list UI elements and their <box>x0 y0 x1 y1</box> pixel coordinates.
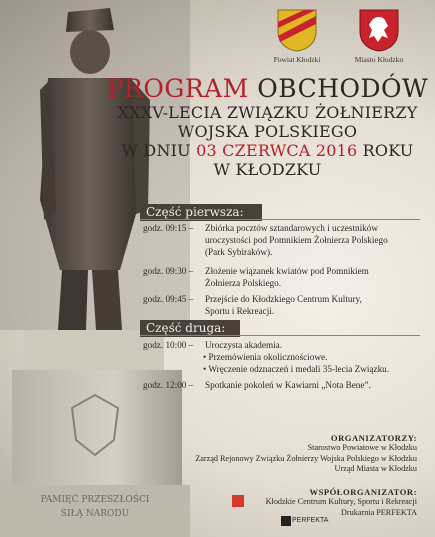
part1-item-3-line-2: Sportu i Rekreacji. <box>205 306 275 316</box>
part1-item-1-line-3: (Park Sybiraków). <box>205 247 273 257</box>
perfekta-logo-icon <box>281 516 291 526</box>
part1-item-2 <box>143 265 435 291</box>
part1-divider <box>140 219 420 220</box>
part2-heading: Część druga: <box>140 320 240 337</box>
coorganizer-1: Kłodzkie Centrum Kultury, Sportu i Rekreacji <box>265 497 417 506</box>
title-program: PROGRAM <box>106 74 249 103</box>
perfekta-logo-text: PERFEKTA <box>292 517 329 524</box>
organizer-2: Zarząd Rejonowy Związku Żołnierzy Wojska Polskiego w Kłodzku <box>195 453 417 463</box>
part1-item-2-time: godz. 09:30 – <box>143 266 194 276</box>
part1-item-1 <box>143 222 435 262</box>
powiat-shield-icon <box>276 8 318 52</box>
title-line-4 <box>100 141 435 160</box>
title-date-prefix: W DNIU <box>121 141 197 160</box>
coorganizer-block <box>266 487 417 518</box>
title-line-5: W KŁODZKU <box>213 160 322 179</box>
part2-item-1 <box>143 339 435 351</box>
part1-item-2-line-2: Żołnierza Polskiego. <box>205 278 282 288</box>
part2-item-1-time: godz. 10:00 – <box>143 340 194 350</box>
part1-item-2-line-1: Złożenie wiązanek kwiatów pod Pomnikiem <box>205 266 369 276</box>
monument-inscription-1: PAMIĘĆ PRZESZŁOŚCI <box>40 495 150 505</box>
coorganizer-heading: WSPÓŁORGANIZATOR: <box>309 487 417 497</box>
part2-bullet-1: • Przemówienia okolicznościowe. <box>203 352 328 362</box>
miasto-klodzko-crest <box>344 8 414 64</box>
powiat-label: Powiat Kłodzki <box>273 55 321 64</box>
monument-inscription-2: SIŁĄ NARODU <box>60 509 130 519</box>
coorganizer-2: Drukarnia PERFEKTA <box>341 507 417 517</box>
part2-item-2-time: godz. 12:00 – <box>143 380 194 390</box>
part1-item-3 <box>143 293 435 319</box>
part2-bullet-2: • Wręczenie odznaczeń i medali 35-lecia Związku. <box>203 364 390 374</box>
part2-divider <box>140 335 420 336</box>
part2-item-2 <box>143 379 435 391</box>
lion-shield-icon <box>358 8 400 52</box>
part1-item-3-line-1: Przejście do Kłodzkiego Centrum Kultury, <box>205 294 362 304</box>
organizers-heading: ORGANIZATORZY: <box>330 433 417 443</box>
kcksir-logo-icon <box>232 495 244 507</box>
title-line-3: WOJSKA POLSKIEGO <box>177 122 358 141</box>
organizers-block <box>195 433 417 475</box>
part2-item-1-text: Uroczysta akademia. <box>205 340 283 350</box>
part1-item-1-time: godz. 09:15 – <box>143 223 194 233</box>
part1-item-3-time: godz. 09:45 – <box>143 294 194 304</box>
title-line-1 <box>100 75 435 103</box>
part1-item-1-line-2: uroczystości pod Pomnikiem Żołnierza Polskiego <box>205 235 388 245</box>
miasto-label: Miasto Kłodzko <box>354 55 404 64</box>
title-line-2: XXXV-LECIA ZWIĄZKU ŻOŁNIERZY <box>117 103 418 122</box>
title-date: 03 CZERWCA 2016 <box>196 141 358 160</box>
organizer-1: Starostwo Powiatowe w Kłodzku <box>307 443 417 452</box>
part1-heading: Część pierwsza: <box>140 204 262 221</box>
part1-item-1-line-1: Zbiórka pocztów sztandarowych i uczestników <box>205 223 378 233</box>
organizer-3: Urząd Miasta w Kłodzku <box>334 464 417 473</box>
powiat-klodzki-crest <box>262 8 332 64</box>
part2-item-2-text: Spotkanie pokoleń w Kawiarni „Nota Bene”. <box>205 380 371 390</box>
title-date-suffix: ROKU <box>357 141 414 160</box>
title-obchodow: OBCHODÓW <box>248 74 429 103</box>
event-title <box>100 75 435 179</box>
